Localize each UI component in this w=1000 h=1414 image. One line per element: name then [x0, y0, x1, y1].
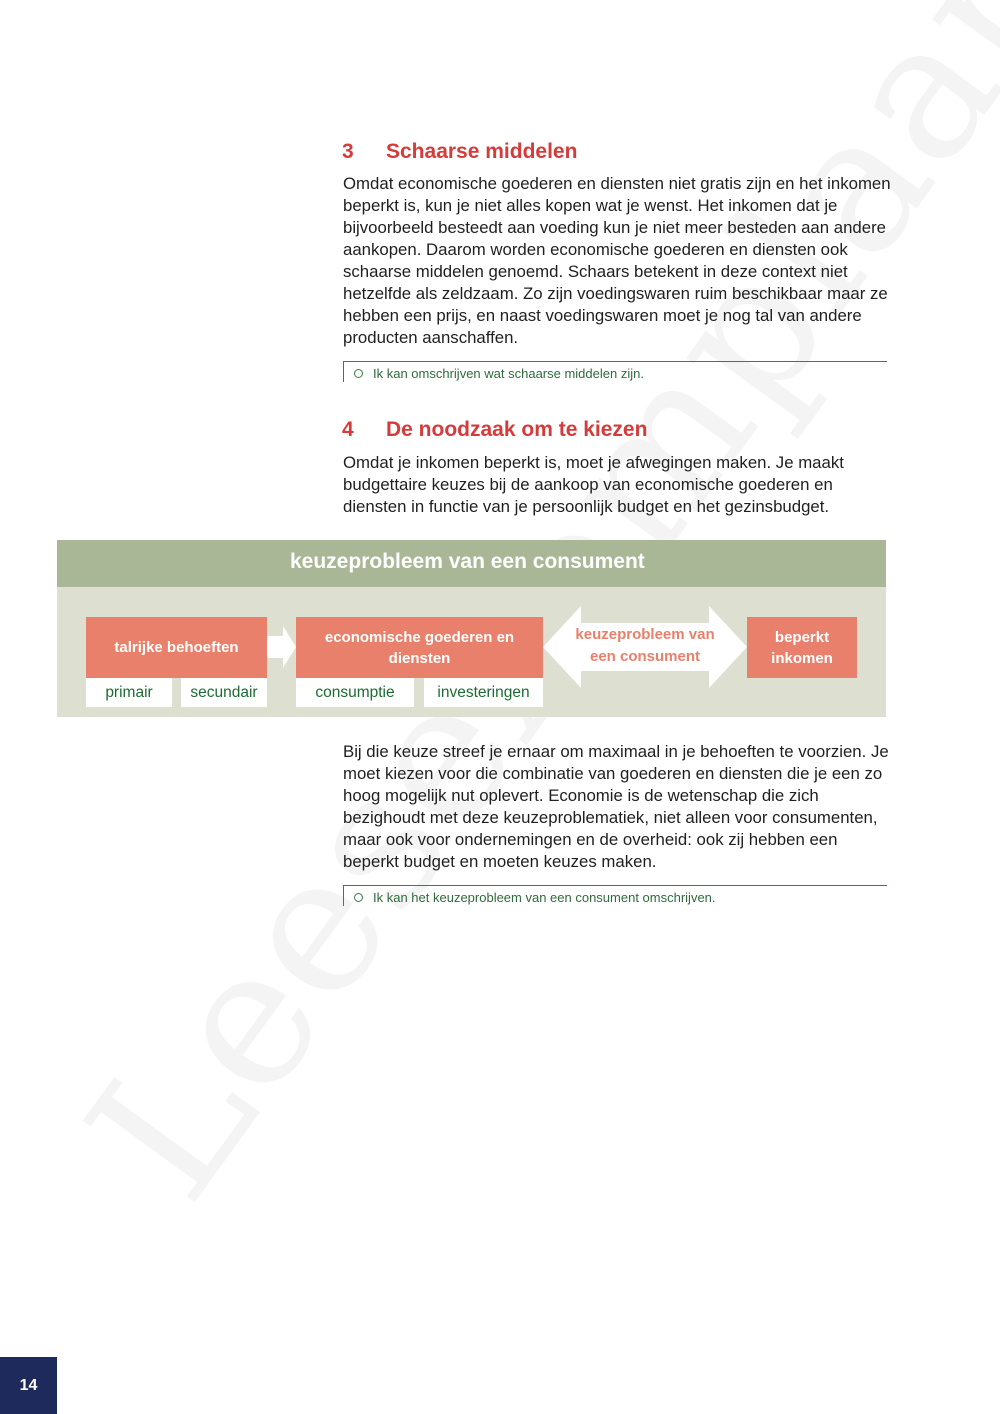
- secondary-label: secundair: [190, 683, 258, 701]
- section-4-heading: [342, 418, 647, 442]
- right-arrow-icon: [267, 622, 297, 672]
- checkbox-circle-icon[interactable]: [354, 893, 363, 902]
- goods-box: [296, 617, 543, 678]
- diagram-title: keuzeprobleem van een consument: [290, 550, 645, 573]
- primary-label: primair: [105, 683, 153, 701]
- section-3-number: 3: [342, 140, 354, 163]
- goods-type-consumption: [296, 678, 414, 707]
- section-4-title: De noodzaak om te kiezen: [386, 418, 648, 441]
- page-number: 14: [0, 1357, 57, 1414]
- choice-problem-label: keuzeprobleem van een consument: [575, 626, 715, 665]
- needs-type-primary: [86, 678, 172, 707]
- needs-box: [86, 617, 267, 678]
- income-label: beperkt inkomen: [771, 628, 833, 667]
- section-3-title: Schaarse middelen: [386, 140, 578, 163]
- learning-goal-3-text: Ik kan omschrijven wat schaarse middelen zijn.: [373, 366, 644, 381]
- goods-type-investment: [424, 678, 543, 707]
- needs-type-secondary: [181, 678, 267, 707]
- checkbox-circle-icon[interactable]: [354, 369, 363, 378]
- section-4-text-2: Bij die keuze streef je ernaar om maximaal in je behoeften te voorzien. Je moet kiezen voor die combinatie van goederen en diensten die je een zo hoog mogelijk nut oplevert. Economie is de wetenschap die zich bezighoudt met deze keuzeproblematiek, niet alleen voor consumenten, maar ook voor ondernemingen en de overheid: ook zij hebben een beperkt budget en moeten keuzes maken.: [343, 742, 889, 871]
- investment-label: investeringen: [437, 683, 530, 701]
- section-3-paragraph: [343, 173, 891, 349]
- needs-label: talrijke behoeften: [114, 639, 239, 656]
- section-4-paragraph: [343, 452, 891, 518]
- section-4-number: 4: [342, 418, 354, 441]
- learning-goal-4: [343, 885, 887, 906]
- income-box: [747, 617, 857, 678]
- goods-label: economische goederen en diensten: [324, 628, 515, 667]
- section-3-text: Omdat economische goederen en diensten niet gratis zijn en het inkomen beperkt is, kun je niet alles kopen wat je wenst. Het inkomen dat je bijvoorbeeld besteedt aan voeding kun je niet meer besteden aan andere aankopen. Daarom worden economische goederen en diensten ook schaarse middelen genoemd. Schaars betekent in deze context niet hetzelfde als zeldzaam. Zo zijn voedingswaren ruim beschikbaar maar ze hebben een prijs, en naast voedingswaren moet je nog tal van andere producten aanschaffen.: [343, 174, 891, 347]
- learning-goal-4-text: Ik kan het keuzeprobleem van een consument omschrijven.: [373, 890, 716, 905]
- section-4-paragraph-2: [343, 741, 891, 873]
- section-4-text: Omdat je inkomen beperkt is, moet je afwegingen maken. Je maakt budgettaire keuzes bij de aankoop van economische goederen en diensten in functie van je persoonlijk budget en het gezinsbudget.: [343, 453, 844, 516]
- consumer-choice-diagram: [57, 540, 886, 717]
- section-3-heading: [342, 140, 577, 164]
- learning-goal-3: [343, 361, 887, 382]
- consumption-label: consumptie: [315, 683, 395, 701]
- diagram-header: [57, 540, 886, 587]
